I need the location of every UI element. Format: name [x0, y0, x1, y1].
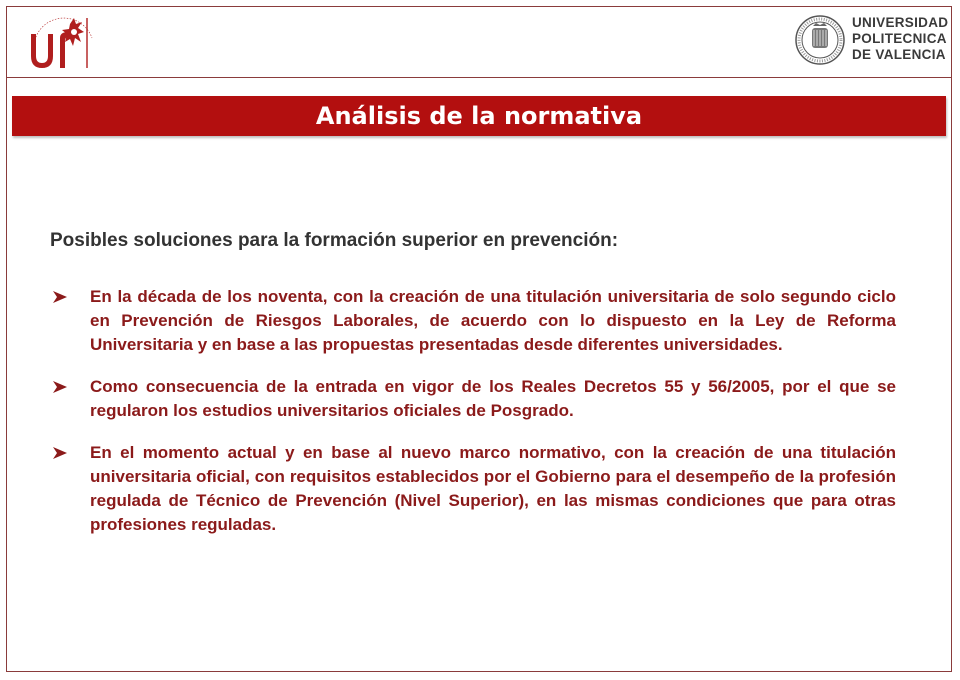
arrowhead-bullet-icon: [52, 290, 68, 304]
bullet-text: Como consecuencia de la entrada en vigor de los Reales Decretos 55 y 56/2005, por el que se regularon los estudios universitarios oficiales de Posgrado.: [90, 377, 896, 420]
arrowhead-bullet-icon: [52, 380, 68, 394]
upv-seal-icon: [794, 14, 846, 66]
list-item: [50, 285, 896, 357]
universidad-de-sevilla-logo: [26, 12, 102, 76]
bullet-text: En el momento actual y en base al nuevo marco normativo, con la creación de una titulación universitaria oficial, con requisitos establecidos por el Gobierno para el desempeño de la profesión regulada de Técnico de Prevención (Nivel Superior), en las mismas condiciones que para otras profesiones reguladas.: [90, 443, 896, 534]
list-item: [50, 441, 896, 537]
bullet-text: En la década de los noventa, con la creación de una titulación universitaria de solo segundo ciclo en Prevención de Riesgos Laborales, de acuerdo con lo dispuesto en la Ley de Reforma Universitaria y en base a las propuestas presentadas desde diferentes universidades.: [90, 287, 896, 354]
upv-line-3: DE VALENCIA: [852, 47, 946, 62]
header-divider: [6, 77, 952, 78]
upv-logo-text: [852, 15, 948, 63]
slide-title: Análisis de la normativa: [12, 96, 946, 136]
list-item: [50, 375, 896, 423]
arrowhead-bullet-icon: [52, 446, 68, 460]
bullet-list: [50, 285, 896, 555]
upv-line-1: UNIVERSIDAD: [852, 15, 949, 30]
upv-line-2: POLITECNICA: [852, 31, 947, 46]
section-subtitle: Posibles soluciones para la formación superior en prevención:: [50, 230, 619, 251]
